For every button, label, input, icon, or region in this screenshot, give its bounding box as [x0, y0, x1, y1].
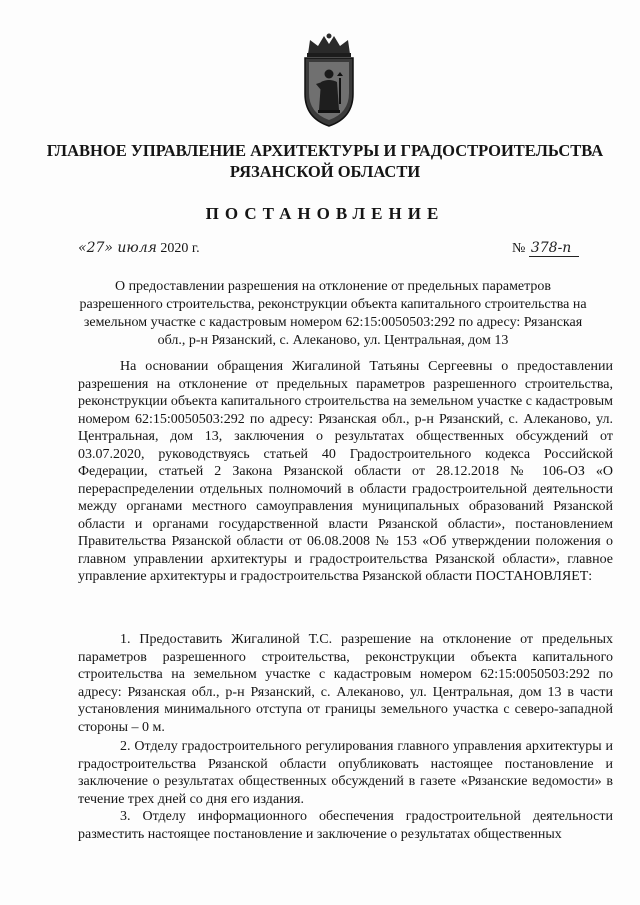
date-year: 2020 г.	[160, 241, 200, 256]
document-number	[512, 240, 579, 257]
authority-line-2: РЯЗАНСКОЙ ОБЛАСТИ	[229, 162, 421, 181]
document-subject: О предоставлении разрешения на отклонение от предельных параметров разрешенного строительства, реконструкции объекта капитального строительства на земельном участке с кадастровым номером 62:15:0050503:292 по адресу: Рязанская обл., р-н Рязанский, с. Алеканово, ул. Центральная, дом 13	[79, 279, 587, 348]
resolution-item-1: 1. Предоставить Жигалиной Т.С. разрешение на отклонение от предельных параметров разрешенного строительства, реконструкции объекта капитального строительства на земельном участке с кадастровым номером 62:15:0050503:292 по адресу: Рязанская обл., р-н Рязанский, с. Алеканово, ул. Центральная, дом 13 в части установления минимального отступа от границы земельного участка с северо-западной стороны – 0 м.	[78, 632, 613, 735]
number-sign: №	[512, 241, 526, 256]
number-handwritten: 378-п	[529, 240, 579, 257]
coat-of-arms-emblem	[294, 32, 364, 128]
authority-line-1: ГЛАВНОЕ УПРАВЛЕНИЕ АРХИТЕКТУРЫ И ГРАДОСТРОИТЕЛЬСТВА	[46, 141, 604, 160]
issuing-authority	[40, 140, 610, 182]
resolution-item-2: 2. Отделу градостроительного регулирования главного управления архитектуры и градостроительства Рязанской области опубликовать настоящее постановление и заключение о результатах общественных обсуждений в газете «Рязанские ведомости» в течение трех дней со дня его издания.	[78, 739, 613, 807]
document-date	[78, 240, 200, 257]
resolution-item-3: 3. Отделу информационного обеспечения градостроительной деятельности разместить настоящее постановление и заключение о результатах общественных	[78, 809, 613, 842]
preamble-paragraph: На основании обращения Жигалиной Татьяны Сергеевны о предоставлении разрешения на отклонение от предельных параметров разрешенного строительства, реконструкции объекта капитального строительства на земельном участке с кадастровым номером 62:15:0050503:292 по адресу: Рязанская обл., р-н Рязанский, с. Алеканово, ул. Центральная, дом 13, заключения о результатах общественных обсуждений от 03.07.2020, руководствуясь статьей 40 Градостроительного кодекса Российской Федерации, статьей 2 Закона Рязанской области от 28.12.2018 № 106-ОЗ «О перераспределении отдельных полномочий в области градостроительной деятельности между органами местного самоуправления муниципальных образований Рязанской области и органами государственной власти Рязанской области», постановлением Правительства Рязанской области от 06.08.2008 № 153 «Об утверждении положения о главном управлении архитектуры и градостроительства Рязанской области», главное управление архитектуры и градостроительства Рязанской области ПОСТАНОВЛЯЕТ:	[78, 359, 613, 584]
date-handwritten: «27» июля	[78, 240, 157, 256]
document-title: ПОСТАНОВЛЕНИЕ	[205, 204, 445, 223]
